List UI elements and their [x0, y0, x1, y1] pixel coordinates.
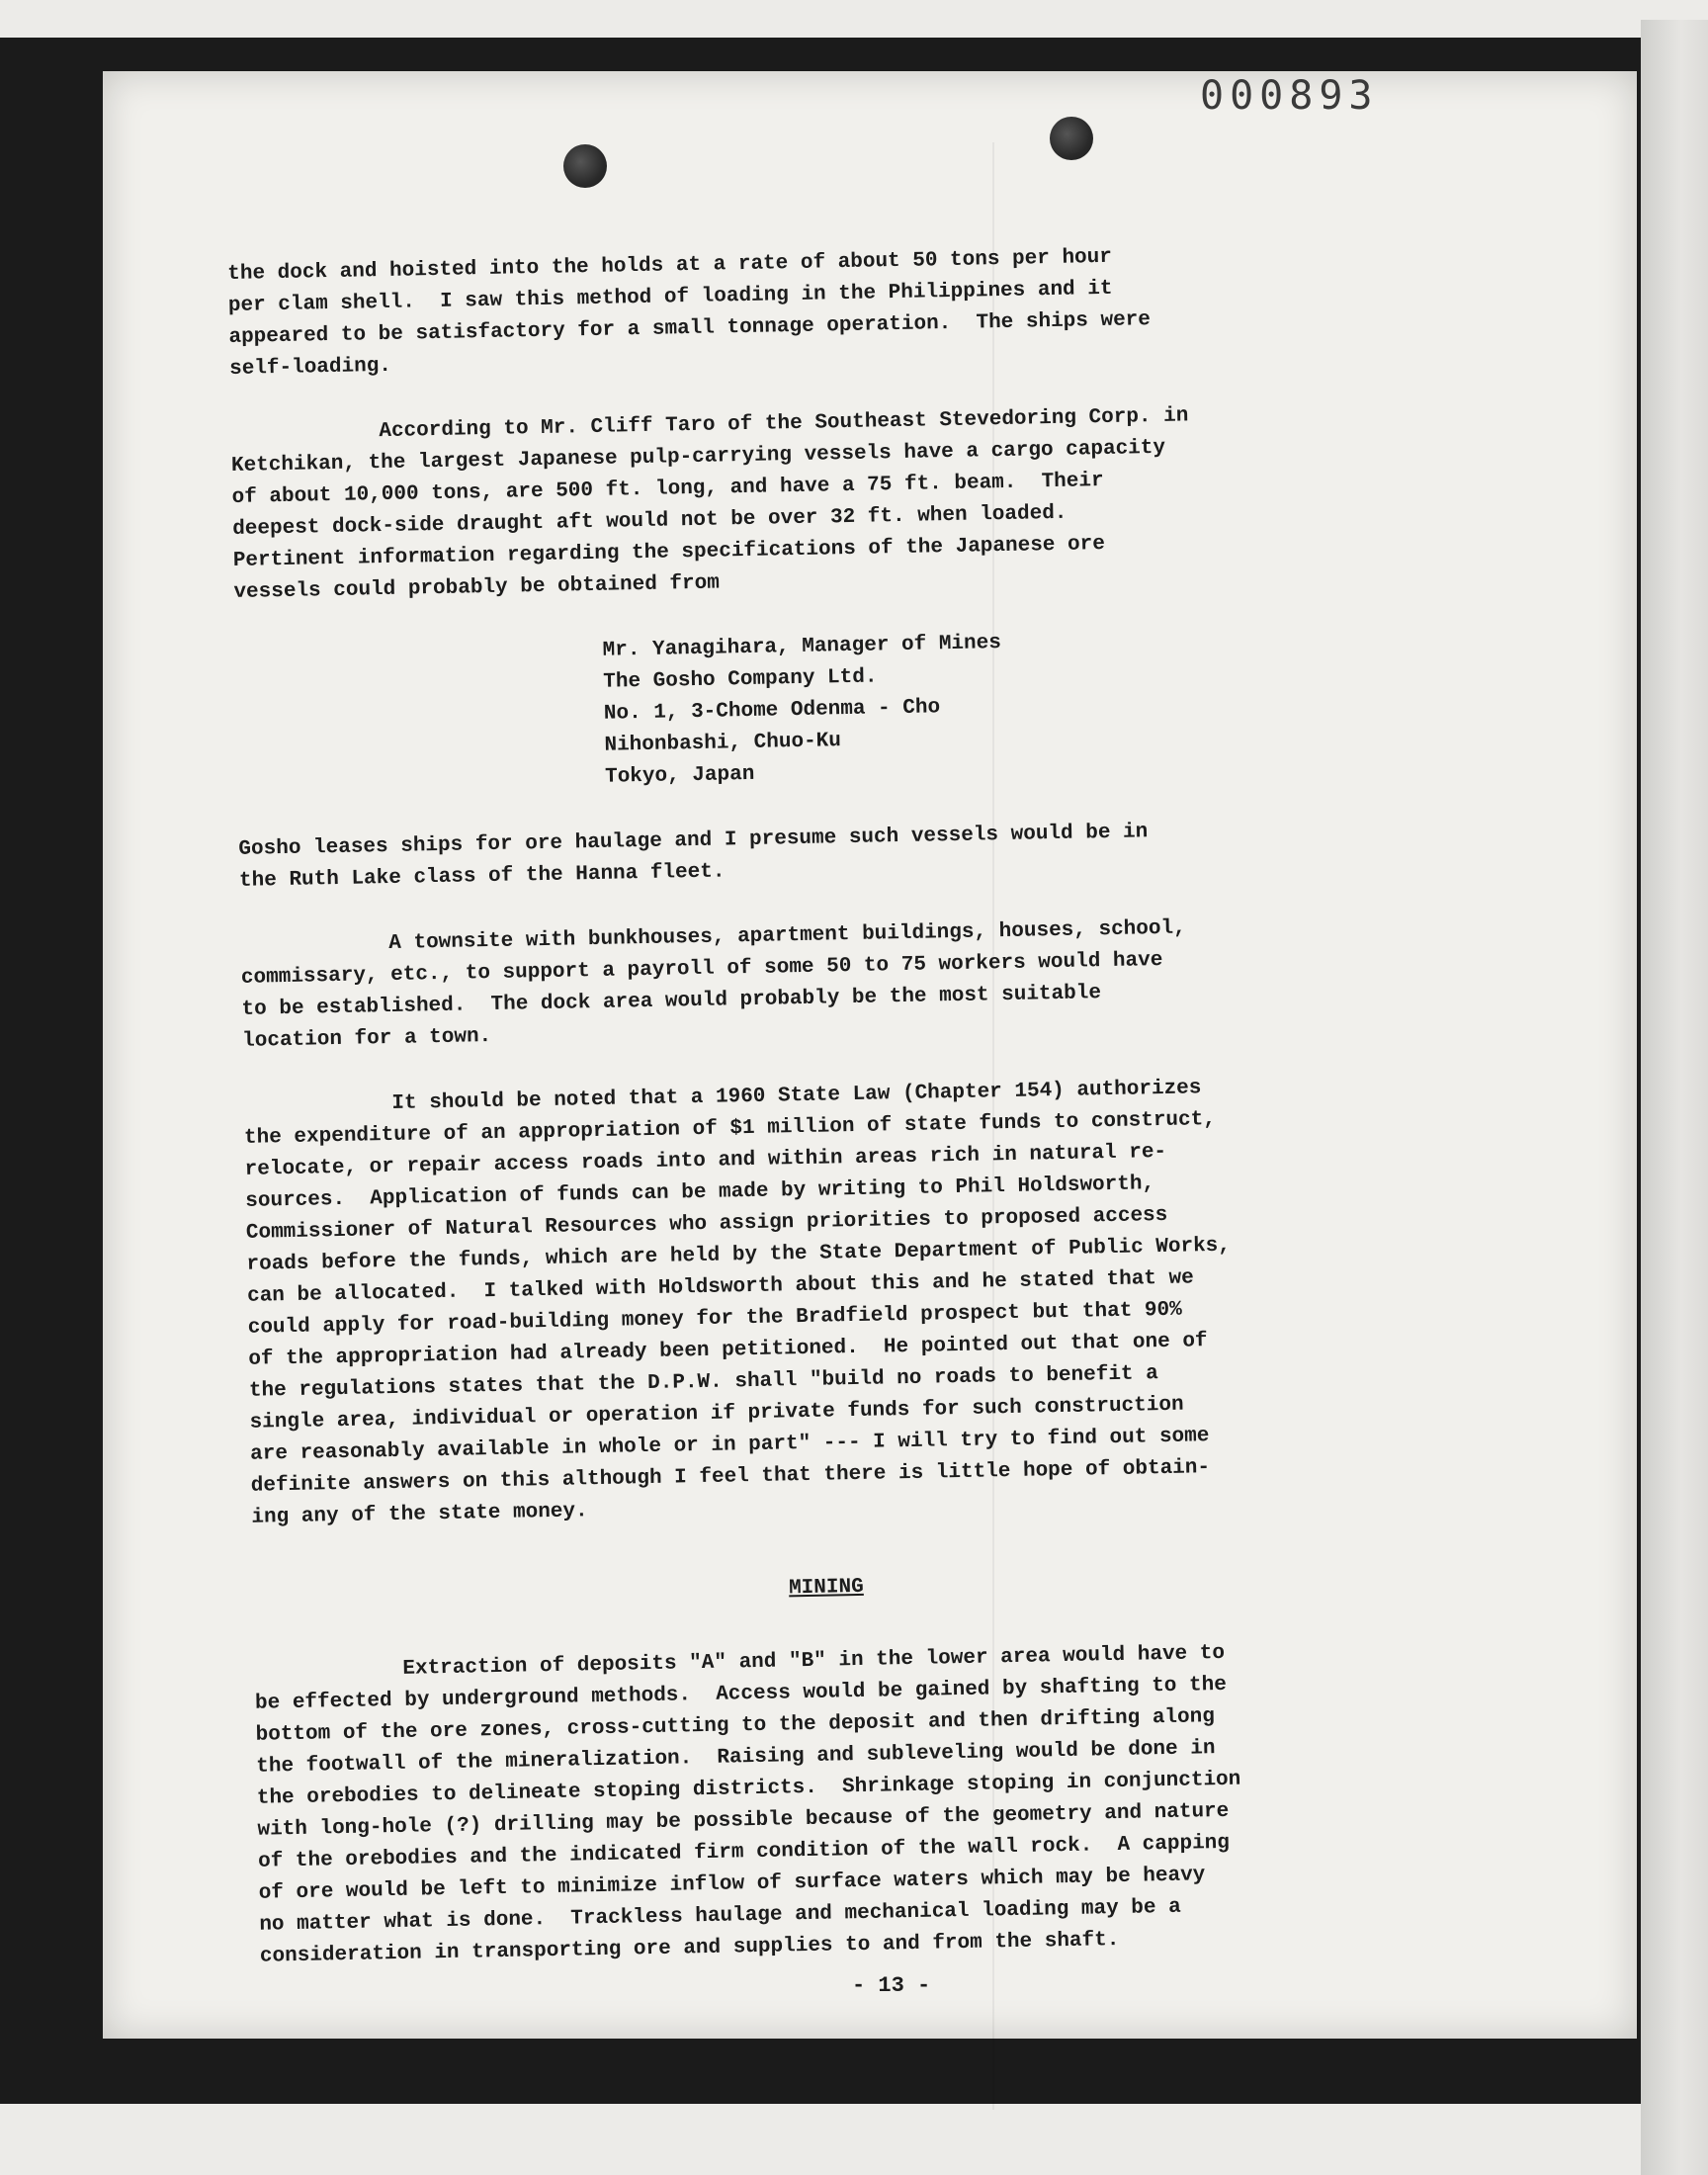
text-line: location for a town. — [241, 1025, 492, 1053]
text-line: the orebodies to delineate stoping districts. Shrinkage stoping in conjunction — [256, 1768, 1241, 1810]
text-line: Gosho leases ships for ore haulage and I presume such vessels would be in — [238, 821, 1149, 861]
text-line: be effected by underground methods. Access would be gained by shafting to the — [254, 1673, 1228, 1715]
text-line: of about 10,000 tons, are 500 ft. long, and have a 75 ft. beam. Their — [231, 470, 1104, 509]
text-line: with long-hole (?) drilling may be possible because of the geometry and nature — [257, 1799, 1230, 1842]
text-line: ing any of the state money. — [251, 1500, 588, 1529]
punch-hole-left — [563, 144, 607, 188]
text-line: deepest dock-side draught aft would not be over 32 ft. when loaded. — [232, 501, 1068, 541]
scan-edge — [1641, 20, 1708, 2175]
text-line: Ketchikan, the largest Japanese pulp-carrying vessels have a cargo capacity — [230, 436, 1166, 478]
text-line: sources. Application of funds can be made by writing to Phil Holdsworth, — [245, 1173, 1155, 1213]
section-heading-mining: MINING — [788, 1575, 864, 1601]
text-line: the expenditure of an appropriation of $1 million of state funds to construct, — [243, 1107, 1217, 1150]
text-line: A townsite with bunkhouses, apartment buildings, houses, school, — [388, 916, 1186, 955]
page-number: - 13 - — [852, 1973, 931, 1998]
text-line: of the appropriation had already been petitioned. He pointed out that one of — [248, 1330, 1208, 1371]
text-line: Extraction of deposits "A" and "B" in the lower area would have to — [402, 1641, 1226, 1681]
paragraph-state-law — [243, 1067, 1556, 1534]
paragraph-loading — [227, 234, 1534, 386]
text-line: According to Mr. Cliff Taro of the Southeast Stevedoring Corp. in — [379, 404, 1189, 444]
text-line: the footwall of the mineralization. Raising and subleveling would be done in — [256, 1737, 1216, 1779]
paragraph-vessels — [230, 394, 1538, 609]
address-line: The Gosho Company Ltd. — [603, 665, 878, 694]
text-line: Commissioner of Natural Resources who assign priorities to proposed access — [245, 1203, 1168, 1245]
text-line: the dock and hoisted into the holds at a rate of about 50 tons per hour — [227, 245, 1113, 286]
paragraph-townsite — [240, 907, 1547, 1058]
paragraph-mining — [254, 1631, 1565, 1972]
text-line: to be established. The dock area would probably be the most suitable — [241, 982, 1102, 1021]
text-line: the Ruth Lake class of the Hanna fleet. — [238, 860, 726, 893]
address-block — [234, 618, 1542, 801]
text-line: of the orebodies and the indicated firm condition of the wall rock. A capping — [257, 1831, 1231, 1873]
text-line: appeared to be satisfactory for a small tonnage operation. The ships were — [228, 308, 1152, 349]
address-line: No. 1, 3-Chome Odenma - Cho — [603, 696, 941, 726]
address-line: Mr. Yanagihara, Manager of Mines — [602, 632, 1002, 662]
text-line: relocate, or repair access roads into and within areas rich in natural re- — [244, 1140, 1167, 1181]
text-line: definite answers on this although I feel that there is little hope of obtain- — [250, 1456, 1211, 1498]
text-line: commissary, etc., to support a payroll of some 50 to 75 workers would have — [240, 948, 1163, 990]
text-line: Pertinent information regarding the specifications of the Japanese ore — [232, 533, 1106, 572]
text-line: are reasonably available in whole or in part" --- I will try to find out some — [249, 1425, 1210, 1466]
text-line: can be allocated. I talked with Holdsworth about this and he stated that we — [246, 1266, 1194, 1308]
text-line: It should be noted that a 1960 State Law (Chapter 154) authorizes — [391, 1077, 1202, 1115]
text-line: per clam shell. I saw this method of loading in the Philippines and it — [227, 277, 1113, 317]
text-line: could apply for road-building money for the Bradfield prospect but that 90% — [247, 1298, 1182, 1340]
text-line: of ore would be left to minimize inflow of surface waters which may be heavy — [258, 1864, 1206, 1905]
page-body — [227, 234, 1566, 2007]
text-line: vessels could probably be obtained from — [233, 571, 721, 604]
text-line: the regulations states that the D.P.W. shall "build no roads to benefit a — [248, 1362, 1158, 1403]
address-line: Nihonbashi, Chuo-Ku — [604, 730, 842, 757]
text-line: consideration in transporting ore and supplies to and from the shaft. — [259, 1928, 1120, 1968]
text-line: roads before the funds, which are held by the State Department of Public Works, — [246, 1234, 1232, 1276]
paragraph-gosho — [238, 810, 1544, 898]
text-line: no matter what is done. Trackless haulage and mechanical loading may be a — [259, 1895, 1181, 1937]
punch-hole-right — [1050, 117, 1093, 160]
text-line: single area, individual or operation if private funds for such construction — [249, 1393, 1184, 1435]
document-number: 000893 — [1200, 73, 1379, 119]
text-line: self-loading. — [228, 354, 392, 381]
text-line: bottom of the ore zones, cross-cutting to the deposit and then drifting along — [255, 1705, 1216, 1747]
address-line: Tokyo, Japan — [604, 762, 755, 789]
